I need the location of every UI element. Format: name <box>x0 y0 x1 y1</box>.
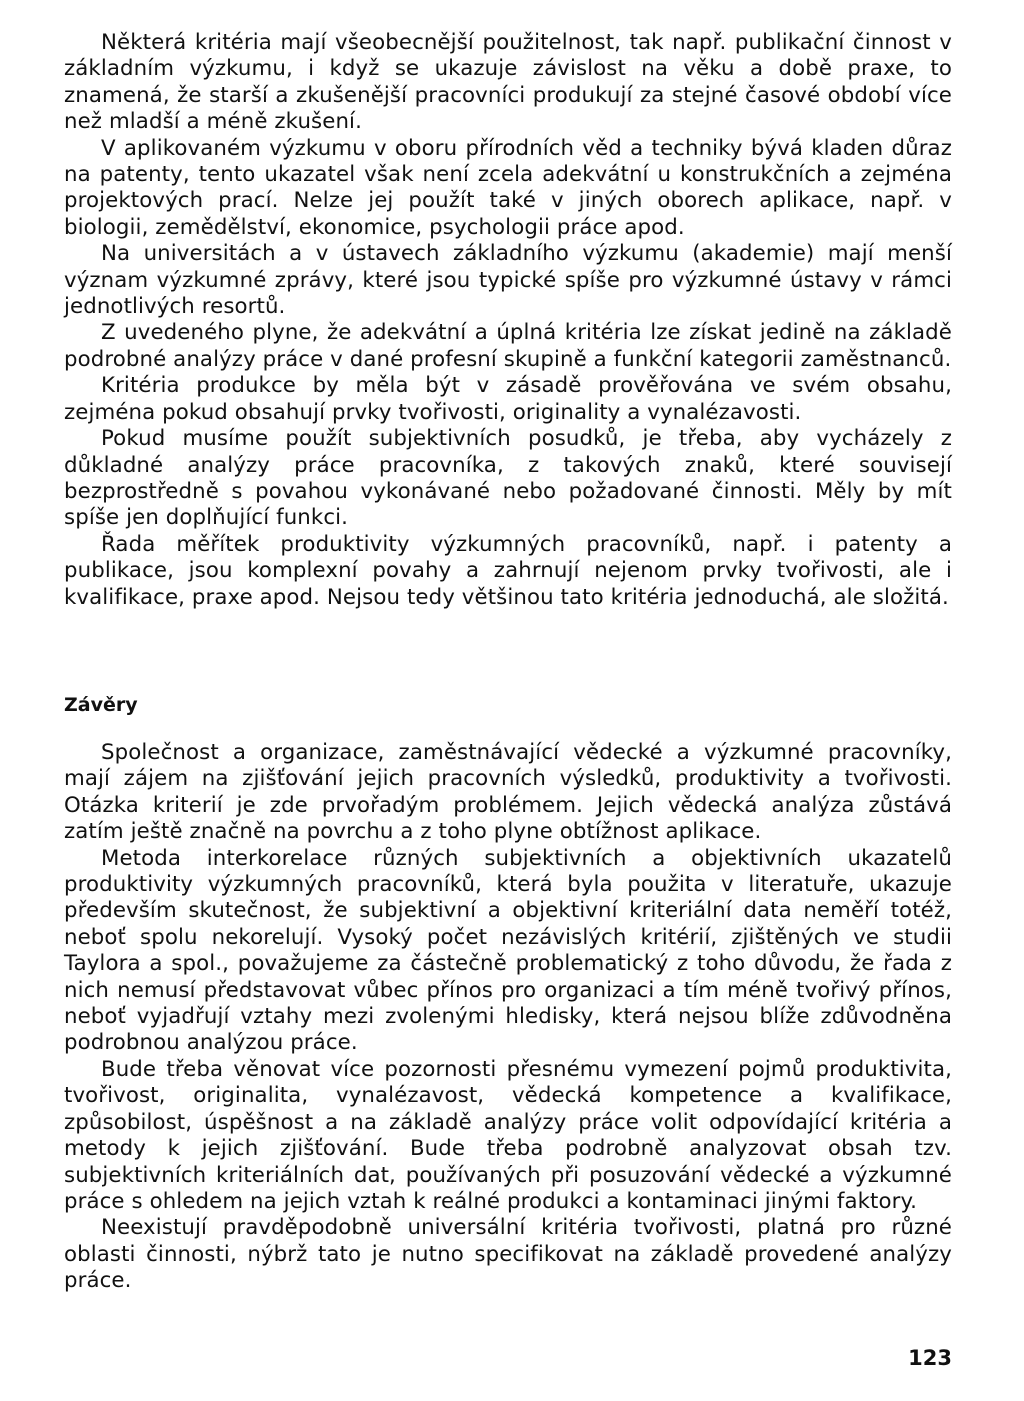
paragraph: V aplikovaném výzkumu v oboru přírodních věd a techniky bývá kladen důraz na patenty, tento ukazatel však není zcela adekvátní u konstrukčních a zejména projektových prací. Nelze jej použít také v jiných oborech aplikace, např. v biologii, zemědělství, ekonomice, psychologii práce apod. <box>64 135 952 240</box>
paragraph: Společnost a organizace, zaměstnávající vědecké a výzkumné pracovníky, mají zájem na zjišťování jejich pracovních výsledků, produktivity a tvořivosti. Otázka kriterií je zde prvořadým problémem. Jejich vědecká analýza zůstává zatím ještě značně na povrchu a z toho plyne obtížnost aplikace. <box>64 740 952 845</box>
paragraph: Kritéria produkce by měla být v zásadě prověřována ve svém obsahu, zejména pokud obsahují prvky tvořivosti, originality a vynalézavosti. <box>64 373 952 425</box>
body-text-conclusions <box>64 740 952 1295</box>
paragraph: Metoda interkorelace různých subjektivních a objektivních ukazatelů produktivity výzkumných pracovníků, která byla použita v literatuře, ukazuje především skutečnost, že subjektivní a objektivní kriteriální data neměří totéž, neboť spolu nekorelují. Vysoký počet nezávislých kritérií, zjištěných ve studii Taylora a spol., považujeme za částečně problematický z toho důvodu, že řada z nich nemusí představovat vůbec přínos pro organizaci a tím méně tvořivý přínos, neboť vyjadřují vztahy mezi zvolenými hledisky, která nejsou blíže zdůvodněna podrobnou analýzou práce. <box>64 845 952 1056</box>
paragraph: Z uvedeného plyne, že adekvátní a úplná kritéria lze získat jedině na základě podrobné analýzy práce v dané profesní skupině a funkční kategorii zaměstnanců. <box>64 320 952 372</box>
body-text-top <box>64 30 952 611</box>
paragraph: Neexistují pravděpodobně universální kritéria tvořivosti, platná pro různé oblasti činnosti, nýbrž tato je nutno specifikovat na základě provedené analýzy práce. <box>64 1215 952 1294</box>
paragraph: Řada měřítek produktivity výzkumných pracovníků, např. i patenty a publikace, jsou komplexní povahy a zahrnují nejenom prvky tvořivosti, ale i kvalifikace, praxe apod. Nejsou tedy většinou tato kritéria jednoduchá, ale složitá. <box>64 531 952 610</box>
paragraph: Pokud musíme použít subjektivních posudků, je třeba, aby vycházely z důkladné analýzy práce pracovníka, z takových znaků, které souvisejí bezprostředně s povahou vykonávané nebo požadované činnosti. Měly by mít spíše jen doplňující funkci. <box>64 426 952 531</box>
paragraph: Na universitách a v ústavech základního výzkumu (akademie) mají menší význam výzkumné zprávy, které jsou typické spíše pro výzkumné ústavy v rámci jednotlivých resortů. <box>64 241 952 320</box>
paragraph: Některá kritéria mají všeobecnější použitelnost, tak např. publikační činnost v základním výzkumu, i když se ukazuje závislost na věku a době praxe, to znamená, že starší a zkušenější pracovníci produkují za stejné časové období více než mladší a méně zkušení. <box>64 30 952 135</box>
page-number: 123 <box>908 1346 952 1370</box>
section-heading: Závěry <box>64 694 138 716</box>
paragraph: Bude třeba věnovat více pozornosti přesnému vymezení pojmů produktivita, tvořivost, originalita, vynalézavost, vědecká kompetence a kvalifikace, způsobilost, úspěšnost a na základě analýzy práce volit odpovídající kritéria a metody k jejich zjišťování. Bude třeba podrobně analyzovat obsah tzv. subjektivních kriteriálních dat, používaných při posuzování vědecké a výzkumné práce s ohledem na jejich vztah k reálné produkci a kontaminaci jinými faktory. <box>64 1056 952 1214</box>
document-page <box>64 30 952 1370</box>
